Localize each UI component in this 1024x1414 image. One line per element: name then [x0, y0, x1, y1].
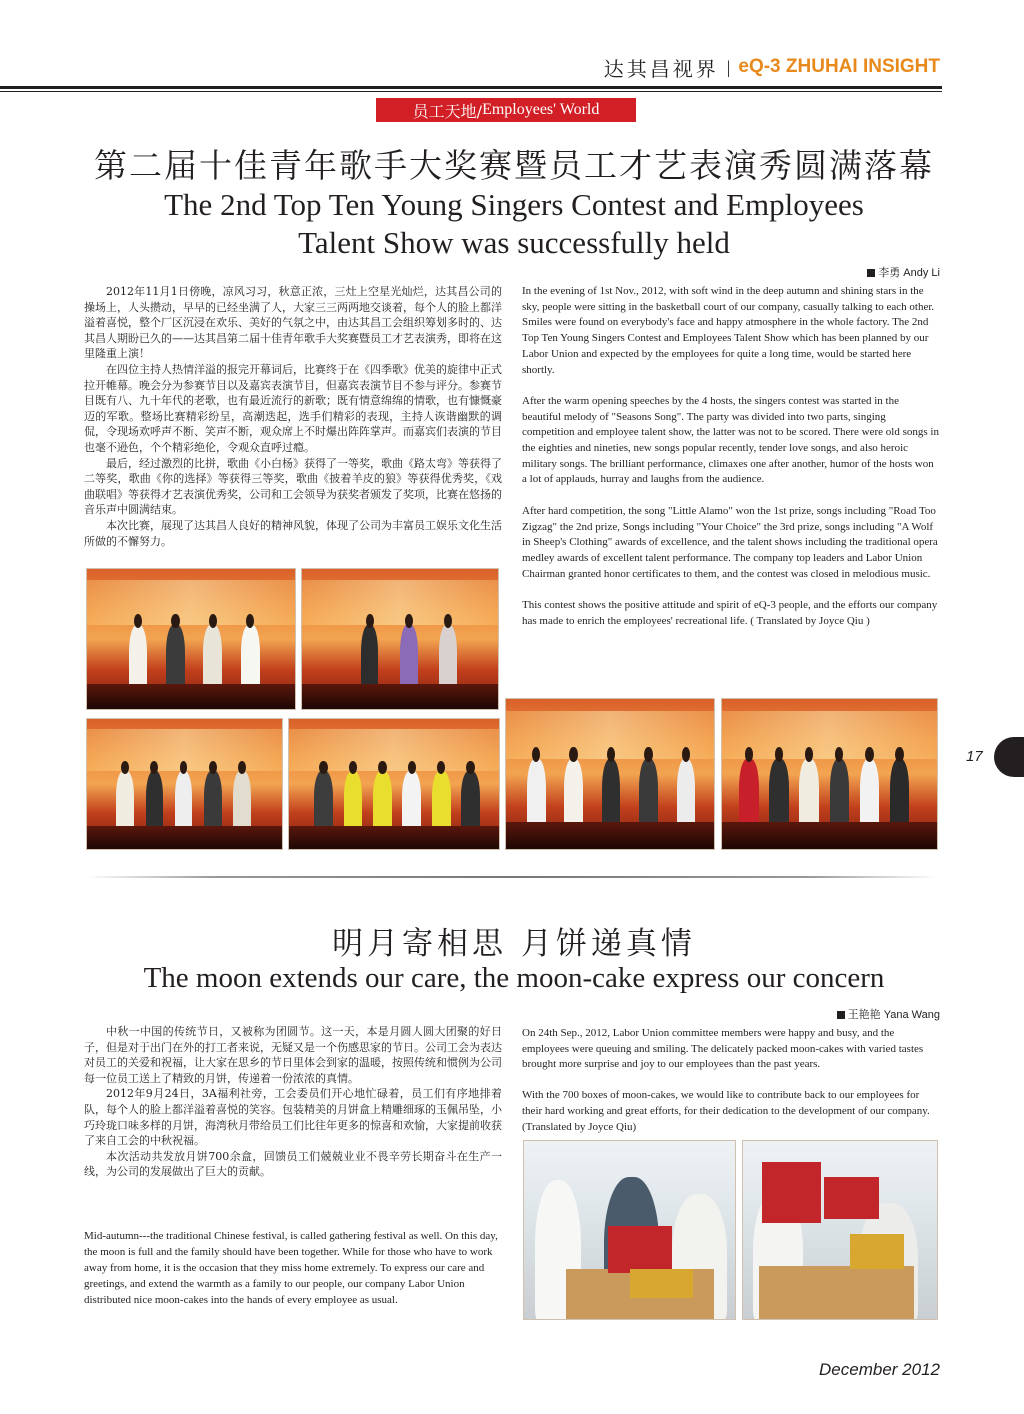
section-tag-cn: 员工天地/: [412, 101, 483, 121]
article2-en-paragraph: With the 700 boxes of moon-cakes, we would like to contribute back to our employees for their hard working and great efforts, for their dedication to the development of our company. (Translated by Joyce Qiu): [522, 1089, 930, 1133]
article1-en-paragraph: After the warm opening speeches by the 4 hosts, the singers contest was started in the beautiful melody of "Seasons Song". The party was divided into two parts, singing competition and employee talent show, the latter was not to be scored. There were old songs in the eighties and nineties, new songs popular recently, tender love songs, and also heroic military songs. The brilliant performance, climaxes one after another, humor of the hosts won a lot of applauds, hurray and laughs from the audience.: [522, 394, 939, 486]
mooncake-photo: [523, 1140, 736, 1320]
contest-photo: [505, 698, 715, 850]
article2-cn-paragraph: 本次活动共发放月饼700余盒，回馈员工们兢兢业业不畏辛劳长期奋斗在生产一线，为公司的发展做出了巨大的贡献。: [84, 1149, 502, 1179]
byline-square-icon: [837, 1011, 845, 1019]
mooncake-photo: [742, 1140, 938, 1320]
header-title-cn: 达其昌视界: [603, 56, 719, 81]
article1-title-en-line1: The 2nd Top Ten Young Singers Contest and Employees: [164, 187, 864, 222]
contest-photo: [288, 718, 500, 850]
section-tag: [376, 98, 636, 122]
magazine-header: [604, 52, 940, 82]
article1-en-paragraph: This contest shows the positive attitude and spirit of eQ-3 people, and the efforts our company has made to enrich the employees' recreational life. ( Translated by Joyce Qiu ): [522, 599, 938, 627]
header-rule: [0, 86, 942, 89]
article1-cn-paragraph: 最后，经过激烈的比拼，歌曲《小白杨》获得了一等奖，歌曲《路太弯》等获得了二等奖，歌曲《你的选择》等获得三等奖，歌曲《披着羊皮的狼》等获得优秀奖，《戏曲联唱》等获得才艺表演优秀奖，公司和工会领导为获奖者颁发了奖项，比赛在悠扬的音乐声中圆满结束。: [84, 456, 502, 517]
article2-cn-paragraph: 2012年9月24日，3A福利社旁，工会委员们开心地忙碌着，员工们有序地排着队，每个人的脸上都洋溢着喜悦的笑容。包装精美的月饼盒上精雕细琢的玉佩吊坠，小巧玲珑口味多样的月饼，海湾秋月带给员工们比往年更多的惊喜和欢愉，大家提前收获了来自工会的中秋祝福。: [84, 1087, 502, 1148]
article2-body-en-left: [84, 1228, 502, 1324]
byline-square-icon: [867, 269, 875, 277]
article2-byline: [837, 1006, 940, 1022]
contest-photo: [301, 568, 499, 710]
page-number: 17: [966, 748, 983, 765]
article2-body-cn: [84, 1024, 502, 1180]
article1-en-paragraph: After hard competition, the song "Little Alamo" won the 1st prize, songs including "Road Too Zigzag" the 2nd prize, Songs including "Your Choice" the 3rd prize, songs including "A Wolf in Sheep's Clothing" awards of excellence, and the talent shows including the traditional opera medley awards of excellent talent performance. The company top leaders and Labor Union Chairman granted honor certificates to them, and the contest was closed in melodious music.: [522, 504, 938, 580]
article1-body-cn: [84, 284, 502, 549]
article1-cn-paragraph: 在四位主持人热情洋溢的报完开幕词后，比赛终于在《四季歌》优美的旋律中正式拉开帷幕。晚会分为参赛节目以及嘉宾表演节目，但嘉宾表演节目不参与评分。参赛节目既有八、九十年代的老歌，也有最近流行的新歌；既有情意绵绵的情歌，也有慷慨豪迈的军歌。整场比赛精彩纷呈，高潮迭起，选手们精彩的表现，主持人诙谐幽默的调侃，令现场欢呼声不断、笑声不断，观众席上不时爆出阵阵掌声。而嘉宾们表演的节目也毫不逊色，个个精彩绝伦，令观众直呼过瘾。: [84, 362, 502, 454]
article2-title-en: The moon extends our care, the moon-cake express our concern: [143, 962, 885, 994]
article1-title-cn: 第二届十佳青年歌手大奖赛暨员工才艺表演秀圆满落幕: [94, 146, 934, 185]
article1-en-paragraph: In the evening of 1st Nov., 2012, with soft wind in the deep autumn and shining stars in the sky, people were sitting in the basketball court of our company, casually talking to each other. Smiles were found on everybody's face and happy atmosphere in the whole factory. The 2nd Top Ten Young Singers Contest and Employees Talent Show which has been planned by our Labor Union and expected by the employees for quite a long time, would be started here shortly.: [522, 285, 935, 376]
page-tab: [994, 737, 1024, 777]
article2-en-paragraph: Mid-autumn---the traditional Chinese festival, is called gathering festival as well. On this day, the moon is full and the family should have been together. While for those who have to work away from home, it is the occasion that they miss home extremely. To express our care and greetings, and extend the warmth as a family to our people, our company Labor Union distributed nice moon-cakes into the hands of every employee as usual.: [84, 1230, 498, 1306]
contest-photo: [86, 718, 283, 850]
article2-author: 王艳艳 Yana Wang: [847, 1009, 940, 1021]
header-title-en: eQ-3 ZHUHAI INSIGHT: [738, 56, 940, 77]
article1-cn-paragraph: 本次比赛，展现了达其昌人良好的精神风貌，体现了公司为丰富员工娱乐文化生活所做的不懈努力。: [84, 518, 502, 548]
article1-title-en: [84, 186, 944, 262]
article2-body-en-right: [522, 1026, 940, 1151]
contest-photo: [721, 698, 938, 850]
section-tag-en: Employees' World: [482, 101, 600, 118]
article1-cn-paragraph: 2012年11月1日傍晚，凉风习习，秋意正浓，三灶上空星光灿烂，达其昌公司的操场上，人头攒动，早早的已经坐满了人，大家三三两两地交谈着，每个人的脸上都洋溢着喜悦，整个厂区沉浸在欢乐、美好的气氛之中，由达其昌工会组织筹划多时的、达其昌人期盼已久的——达其昌第二届十佳青年歌手大奖赛暨员工才艺表演秀，即将在这里隆重上演！: [84, 285, 502, 361]
article2-cn-paragraph: 中秋一中国的传统节日，又被称为团圆节。这一天，本是月圆人圆大团聚的好日子，但是对于出门在外的打工者来说，无疑又是一个伤感思家的节日。公司工会为表达对员工的关爱和祝福，让大家在思乡的节日里体会到家的温暖，按照传统和惯例为公司每一位员工送上了精致的月饼，传递着一份浓浓的真情。: [84, 1025, 502, 1085]
article1-body-en: [522, 284, 940, 645]
article1-title-en-line2: Talent Show was successfully held: [298, 225, 730, 260]
header-rule-thin: [0, 91, 942, 92]
article1-author: 李勇 Andy Li: [878, 267, 940, 279]
article-divider: [86, 876, 938, 878]
article2-title-cn: 明月寄相思 月饼递真情: [332, 926, 696, 962]
header-separator: |: [726, 56, 731, 77]
article1-byline: [867, 264, 940, 280]
article2-en-paragraph: On 24th Sep., 2012, Labor Union committee members were happy and busy, and the employees were queuing and smiling. The delicately packed moon-cakes with varied tastes brought more surprise and joy to our employees than the past years.: [522, 1027, 924, 1071]
contest-photo: [86, 568, 296, 710]
footer-date: December 2012: [819, 1360, 940, 1379]
